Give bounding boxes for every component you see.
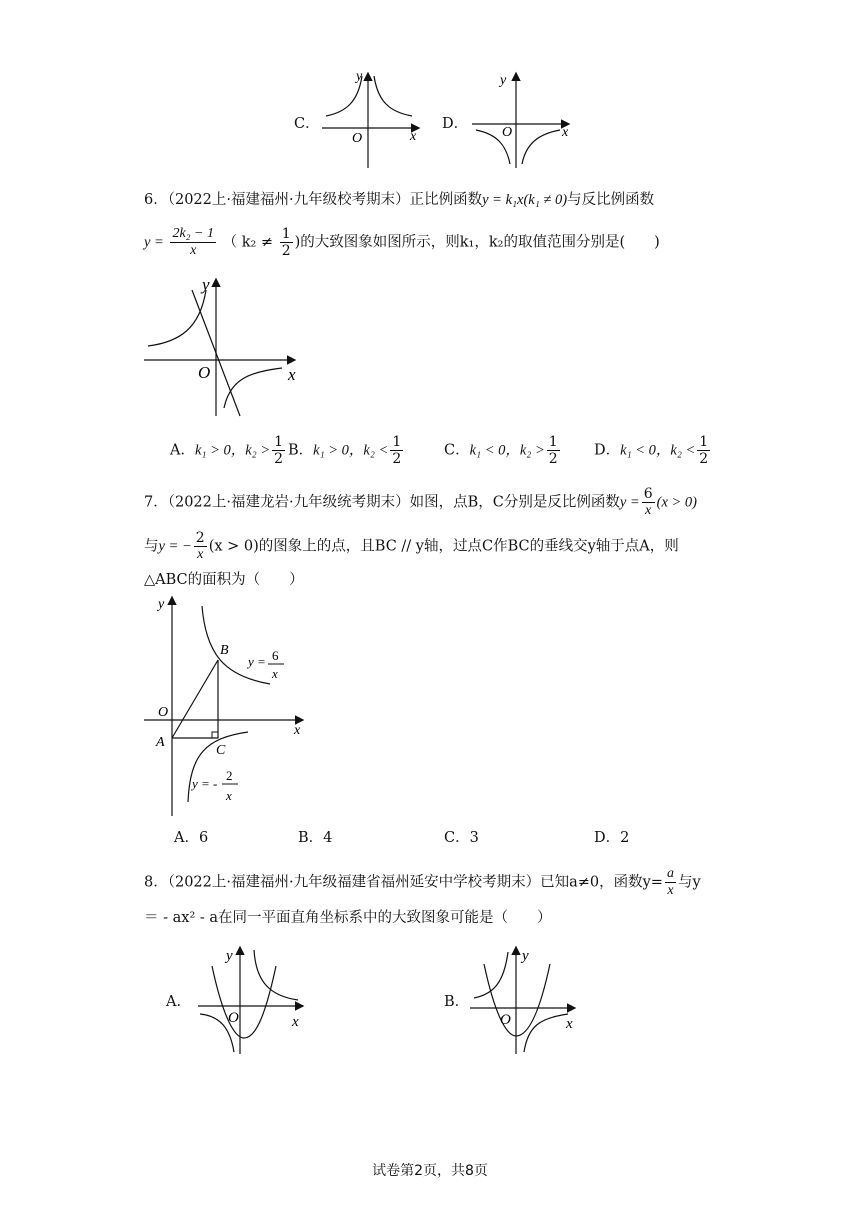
q6-prefix: 6．（2022上·福建福州·九年级校考期末）正比例函数 bbox=[144, 192, 483, 208]
q8-line1: 8．（2022上·福建福州·九年级福建省福州延安中学校考期末）已知a≠0，函数y= $\frac{a}{x}$ 与y bbox=[144, 866, 701, 898]
svg-text:O: O bbox=[158, 705, 169, 720]
svg-text:x: x bbox=[566, 1016, 573, 1032]
page-footer: 试卷第2页，共8页 bbox=[372, 1163, 488, 1179]
option-c-graph bbox=[320, 68, 430, 168]
origin-label: O bbox=[502, 125, 513, 140]
origin-label: O bbox=[198, 363, 211, 382]
axis-x-label: x bbox=[288, 365, 296, 384]
svg-text:O: O bbox=[228, 1010, 239, 1026]
q6-option-d[interactable]: D．k₁ < 0，k₂ < $\frac{1}{2}$ bbox=[594, 434, 709, 467]
option-d-label: D． bbox=[442, 116, 469, 132]
svg-text:A: A bbox=[156, 735, 165, 750]
svg-text:x: x bbox=[292, 1014, 299, 1030]
q7-option-c[interactable]: C．3 bbox=[444, 830, 479, 846]
q8-option-b-graph[interactable] bbox=[470, 944, 582, 1056]
option-d-graph bbox=[470, 68, 580, 168]
svg-text:x: x bbox=[272, 666, 278, 681]
svg-text:x: x bbox=[226, 788, 232, 803]
axis-x-label: x bbox=[410, 129, 417, 144]
svg-text:y: y bbox=[226, 948, 233, 964]
q8-option-a-label[interactable]: A． bbox=[166, 994, 191, 1010]
q6-line1 bbox=[144, 190, 654, 210]
svg-text:y = -: y = - bbox=[192, 776, 218, 791]
q7-option-a[interactable]: A．6 bbox=[174, 830, 209, 846]
q7-figure bbox=[144, 592, 314, 820]
q6-option-b[interactable]: B．k₁ > 0，k₂ < $\frac{1}{2}$ bbox=[288, 434, 402, 467]
q8-option-a-graph[interactable] bbox=[198, 944, 310, 1056]
q8-line2: ＝ - ax² - a在同一平面直角坐标系中的大致图象可能是（ ） bbox=[144, 910, 552, 926]
q7-line3: △ABC的面积为（ ） bbox=[144, 572, 304, 588]
q6-question: )的大致图象如图所示，则k₁，k₂的取值范围分别是( ) bbox=[294, 234, 660, 251]
svg-text:y: y bbox=[158, 597, 165, 612]
axis-y-label: y bbox=[356, 69, 363, 84]
q7-option-d[interactable]: D．2 bbox=[594, 830, 630, 846]
svg-text:y: y bbox=[522, 948, 529, 964]
axis-y-label: y bbox=[202, 276, 210, 294]
svg-text:B: B bbox=[220, 643, 229, 658]
q6-suffix: 与反比例函数 bbox=[567, 192, 655, 208]
svg-text:x: x bbox=[294, 723, 301, 738]
q6-direct-function: y = k₁x(k₁ ≠ 0) bbox=[482, 192, 568, 208]
axis-y-label: y bbox=[500, 73, 507, 88]
q6-option-c[interactable]: C．k₁ < 0，k₂ > $\frac{1}{2}$ bbox=[444, 434, 558, 467]
origin-label: O bbox=[352, 131, 363, 146]
q8-option-b-label[interactable]: B． bbox=[444, 994, 470, 1010]
svg-text:y =: y = bbox=[248, 654, 266, 669]
axis-x-label: x bbox=[562, 125, 569, 140]
svg-text:C: C bbox=[216, 743, 226, 758]
q7-line2: 与y = − $\frac{2}{x}$ (x > 0)的图象上的点，且BC // y轴，过点C作BC的垂线交y轴于点A，则 bbox=[144, 530, 679, 562]
q6-cond: （ k₂ ≠ bbox=[222, 234, 274, 251]
q6-figure bbox=[144, 276, 304, 418]
svg-text:O: O bbox=[500, 1012, 511, 1028]
option-c-label: C． bbox=[294, 116, 320, 132]
q7-option-b[interactable]: B．4 bbox=[298, 830, 333, 846]
q6-line2 bbox=[144, 226, 660, 259]
q6-cond-fraction: $\frac{1}{2}$ bbox=[281, 226, 291, 259]
q6-option-a[interactable]: A．k₁ > 0，k₂ > $\frac{1}{2}$ bbox=[170, 434, 284, 467]
svg-text:6: 6 bbox=[272, 648, 279, 663]
q7-line1: 7．（2022上·福建龙岩·九年级统考期末）如图，点B，C分别是反比例函数y = $\frac{6}{x}$ (x > 0) bbox=[144, 486, 698, 518]
q6-fraction: $\frac{\text{2k₂ − 1}}{x}$ bbox=[172, 226, 214, 258]
svg-text:2: 2 bbox=[226, 768, 233, 783]
q6-y-eq: y = bbox=[144, 234, 164, 251]
